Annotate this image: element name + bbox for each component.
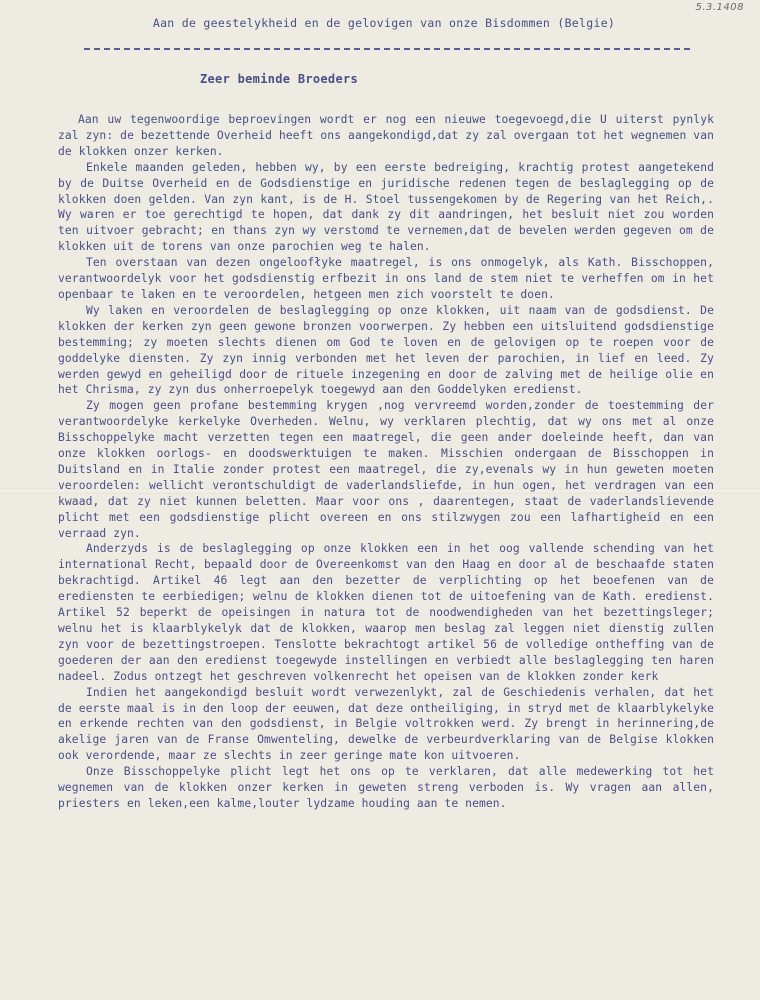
heading-rule — [84, 48, 690, 50]
paragraph: Zy mogen geen profane bestemming krygen ,nog vervreemd worden,zonder de toestemming der verantwoordelyke kerkelyke Overheden. Welnu, wy verklaren plechtig, dat wy ons met al onze Bisschoppelyke macht verzetten tegen een maatregel, die geen ander doeleinde heeft, dan van onze klokken oorlogs- en doodswerktuigen te maken. Misschien ondergaan de Bisschoppen in Duitsland en in Italie zonder protest een maatregel, die zy,evenals wy in hun geweten moeten veroordelen: wellicht verontschuldigt de vaderlandsliefde, in hun ogen, het verdragen van een kwaad, dat zy niet kunnen beletten. Maar voor ons , daarentegen, staat de vaderlandslievende plicht met een godsdienstige plicht overeen en ons stilzwygen zou een lafhartigheid en een verraad zyn. — [58, 399, 714, 540]
paragraph: Wy laken en veroordelen de beslaglegging op onze klokken, uit naam van de godsdienst. De klokken der kerken zyn geen gewone bronzen voorwerpen. Zy hebben een uitsluitend godsdienstige bestemming; zy moeten slechts dienen om God te loven en de gelovigen op te roepen voor de goddelyke diensten. Zy zyn innig verbonden met het leven der parochien, in lief en leed. Zy werden gewyd en geheiligd door de rituele inzegening en door de zalving met de heilige olie en het Chrisma, zy zyn dus onherroepelyk toegewyd aan den Goddelyken eredienst. — [58, 303, 714, 397]
salutation: Zeer beminde Broeders — [200, 72, 359, 86]
letter-body — [58, 112, 714, 812]
paragraph: Enkele maanden geleden, hebben wy, by een eerste bedreiging, krachtig protest aangetekend by de Duitse Overheid en de Godsdienstige en juridische redenen tegen de beslaglegging op de klokken doen gelden. Van zyn kant, is de H. Stoel tussengekomen by de Regering van het Reich,. Wy waren er toe gerechtigd te hopen, dat dank zy dit aandringen, het besluit niet zou worden ten uitvoer gebracht; en thans zyn wy verstomd te vernemen,dat de bevelen werden gegeven om de klokken uit de torens van onze parochien weg te halen. — [58, 160, 714, 254]
paragraph: Ten overstaan van dezen ongeloofłyke maatregel, is ons onmogelyk, als Kath. Bisschoppen, verantwoordelyk voor het godsdienstig erfbezit in ons land de stem niet te verheffen om in het openbaar te laken en te veroordelen, hetgeen men zich voorstelt te doen. — [58, 256, 714, 301]
paragraph: Indien het aangekondigd besluit wordt verwezenlykt, zal de Geschiedenis verhalen, dat het de eerste maal is in den loop der eeuwen, dat deze ontheiliging, in stryd met de klaarblykelyke en erkende rechten van den godsdienst, in Belgie voltrokken werd. Zy brengt in herinnering,de akelige jaren van de Franse Omwenteling, dewelke de verbeurdverklaring van de Belgise klokken ook verordende, maar ze slechts in zeer geringe mate kon uitvoeren. — [58, 685, 714, 763]
paragraph: Aan uw tegenwoordige beproevingen wordt er nog een nieuwe toegevoegd,die U uiterst pynlyk zal zyn: de bezettende Overheid heeft ons aangekondigd,dat zy zal overgaan tot het wegnemen van de klokken onzer kerken. — [58, 113, 714, 158]
paragraph: Onze Bisschoppelyke plicht legt het ons op te verklaren, dat alle medewerking tot het wegnemen van de klokken onzer kerken in geweten streng verboden is. Wy vragen aan allen, priesters en leken,een kalme,louter lydzame houding aan te nemen. — [58, 765, 714, 810]
archive-number: 5.3.1408 — [695, 2, 744, 13]
paragraph: Anderzyds is de beslaglegging op onze klokken een in het oog vallende schending van het international Recht, bepaald door de Overeenkomst van den Haag en door al de beschaafde staten bekrachtigd. Artikel 46 legt aan den bezetter de verplichting op het beoefenen van de erediensten te eerbiedigen; welnu de klokken dienen tot de uitoefening van de Kath. eredienst. Artikel 52 beperkt de opeisingen in natura tot de noodwendigheden van het bezettingsleger; welnu het is klaarblykelyk dat de klokken, waarop men beslag zal leggen niet dienstig zullen zyn voor de bezettingstroepen. Tenslotte bekrachtogt artikel 56 de volledige ontheffing van de goederen der aan den eredienst toegewyde instellingen en verbiedt alle beslaglegging ten haren nadeel. Zodus ontzegt het geschreven volkenrecht het opeisen van de klokken zonder kerk — [58, 542, 714, 683]
letter-heading: Aan de geestelykheid en de gelovigen van onze Bisdommen (Belgie) — [152, 16, 616, 30]
